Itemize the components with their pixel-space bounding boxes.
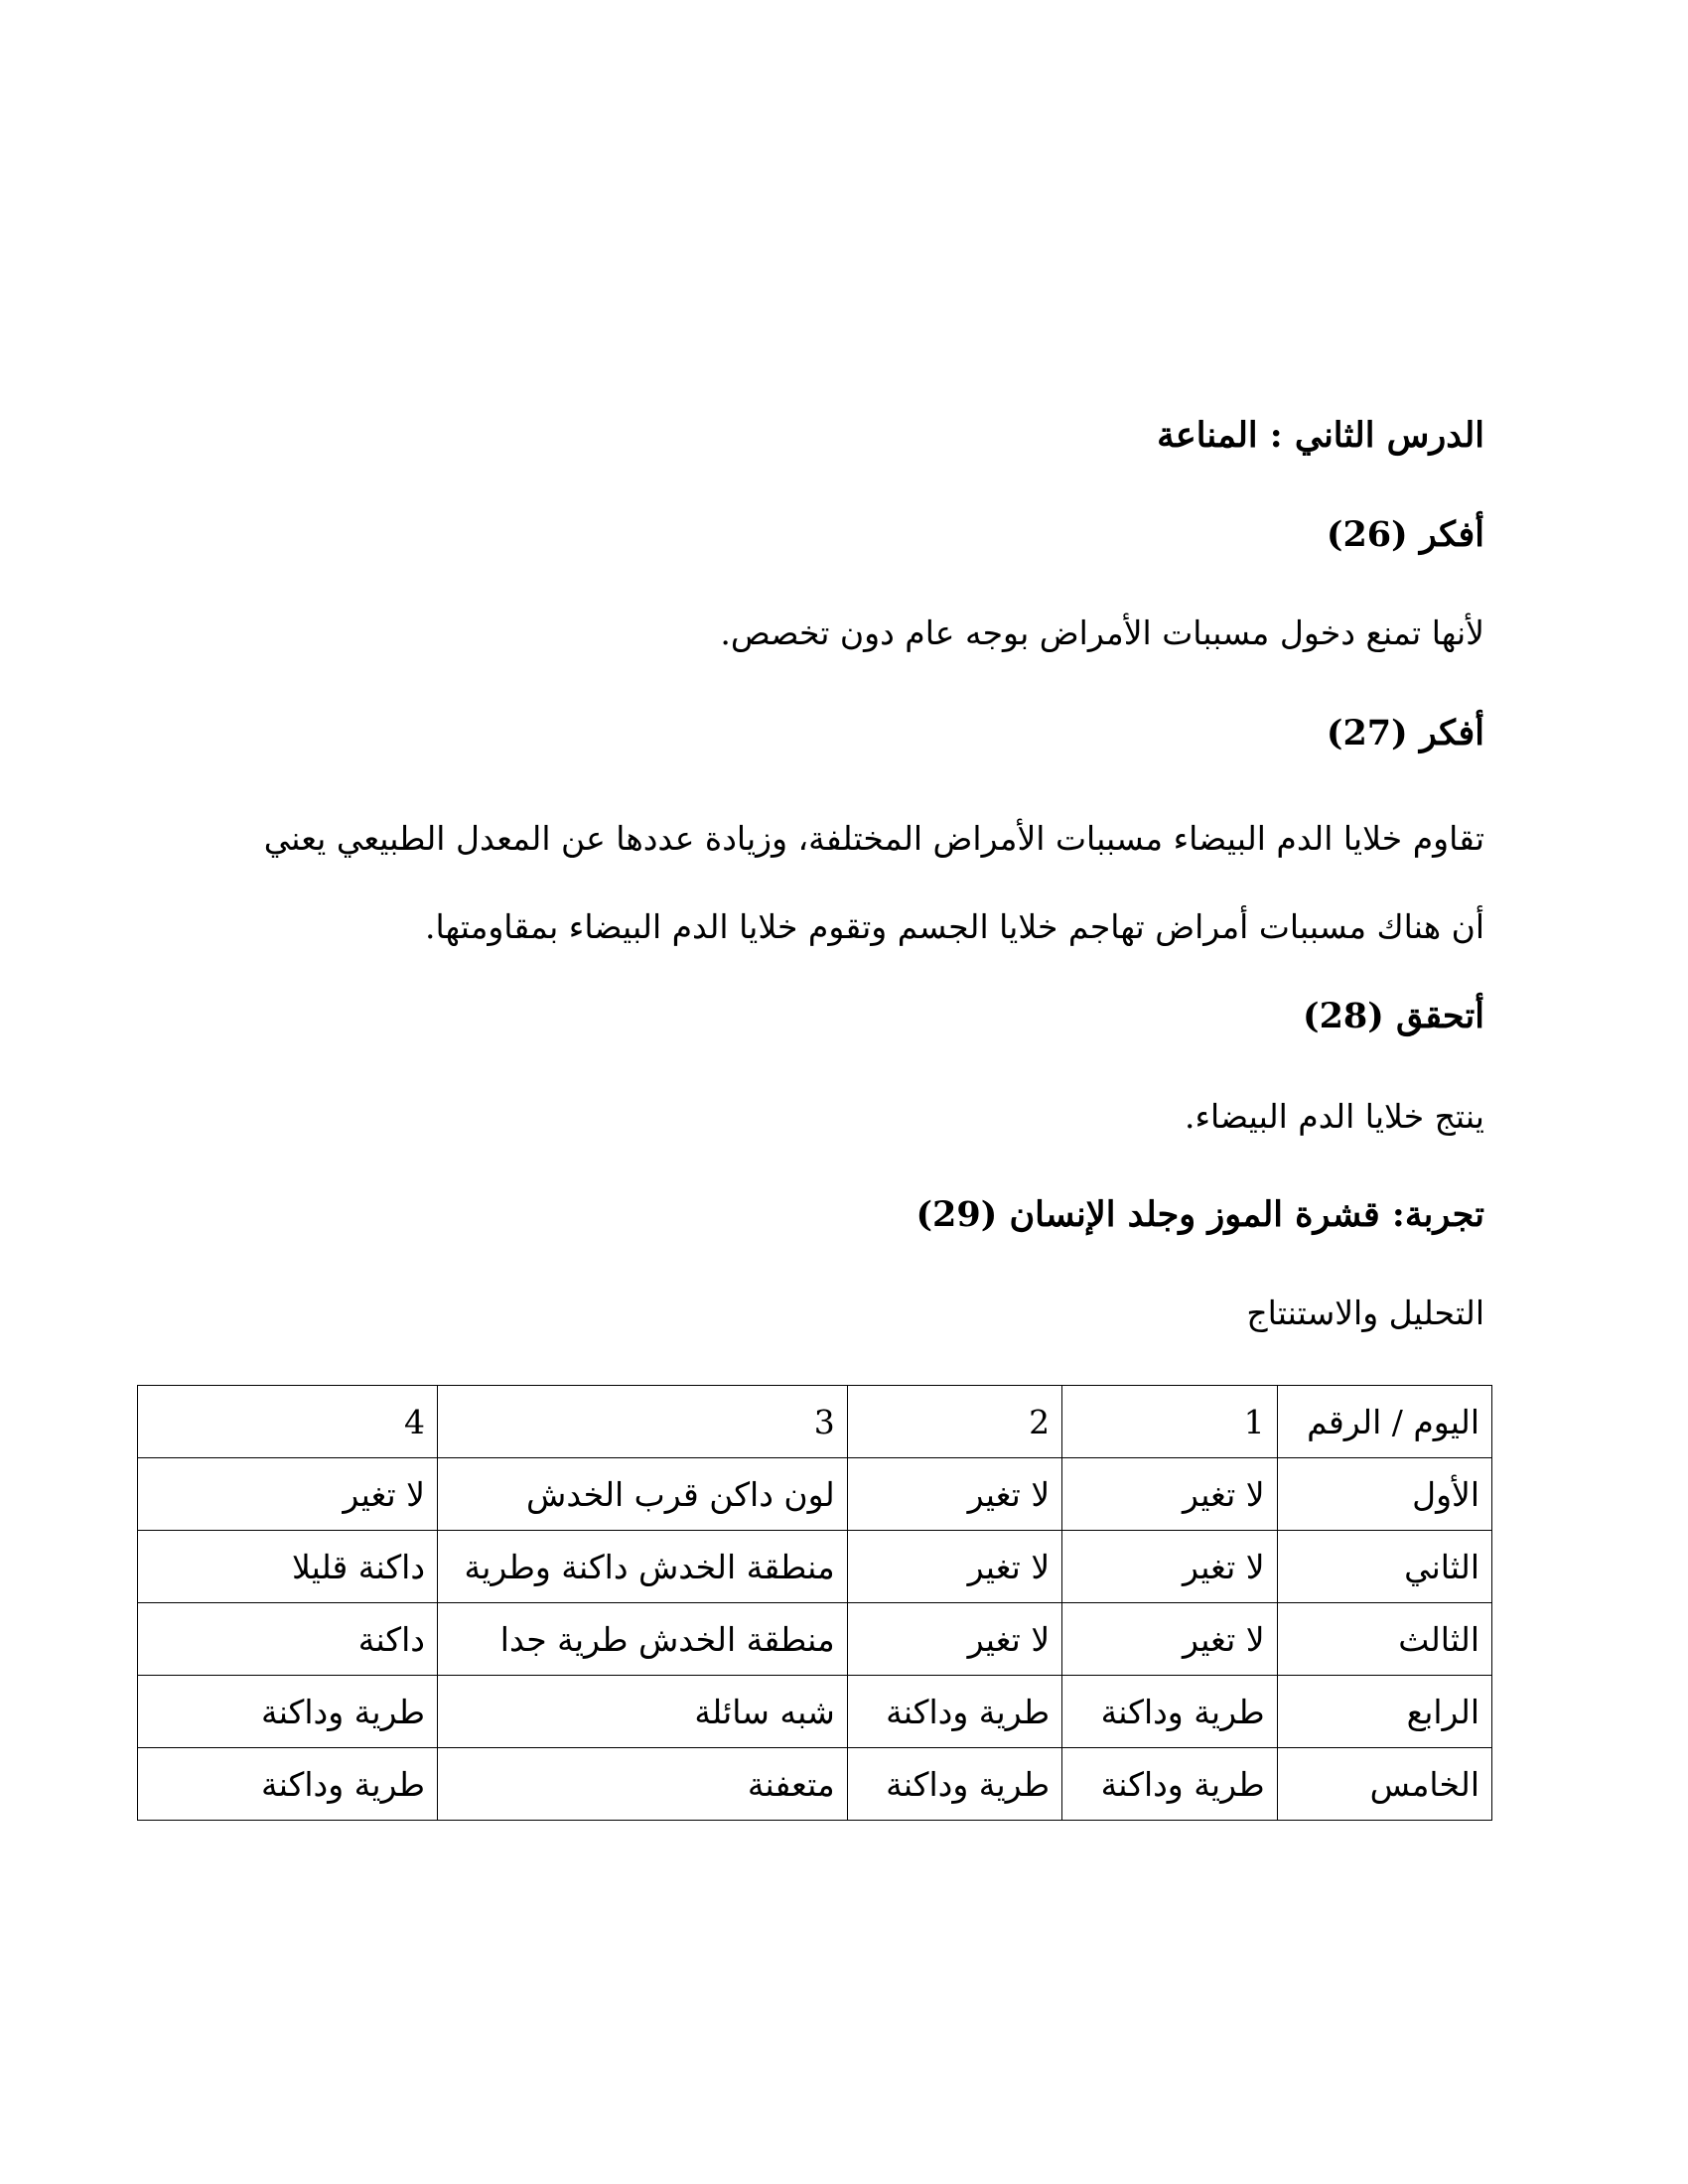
table-cell: الرابع [1277,1676,1491,1748]
table-row [138,1531,1492,1603]
answer-check-28: ينتج خلايا الدم البيضاء. [1185,1097,1484,1136]
table-cell: لا تغير [1062,1603,1277,1676]
section-heading-think-26: أفكر (26) [1326,514,1484,555]
lesson-title: الدرس الثاني : المناعة [1157,415,1484,456]
table-row [138,1748,1492,1821]
table-cell: شبه سائلة [438,1676,848,1748]
table-row [138,1676,1492,1748]
answer-think-27 [213,794,1484,971]
table-header-row [138,1386,1492,1458]
table-cell: طرية وداكنة [138,1676,438,1748]
table-cell: لا تغير [847,1603,1061,1676]
table-header-cell: 4 [138,1386,438,1458]
section-heading-check-28: أتحقق (28) [1303,996,1484,1036]
table-cell: منطقة الخدش داكنة وطرية [438,1531,848,1603]
table-cell: طرية وداكنة [1062,1676,1277,1748]
table-cell: لا تغير [1062,1531,1277,1603]
answer-think-27-line-1: تقاوم خلايا الدم البيضاء مسببات الأمراض المختلفة، وزيادة عددها عن المعدل الطبيعي يعني [263,819,1484,858]
table-cell: طرية وداكنة [138,1748,438,1821]
observations-table [137,1385,1492,1821]
table-header-cell: 1 [1062,1386,1277,1458]
table-cell: طرية وداكنة [847,1748,1061,1821]
table-cell: متعفنة [438,1748,848,1821]
table-row [138,1458,1492,1531]
table-cell: لا تغير [847,1531,1061,1603]
table-cell: الثالث [1277,1603,1491,1676]
answer-think-26: لأنها تمنع دخول مسببات الأمراض بوجه عام دون تخصص. [720,614,1484,652]
table-cell: طرية وداكنة [847,1676,1061,1748]
table-cell: الأول [1277,1458,1491,1531]
table-cell: داكنة [138,1603,438,1676]
table-cell: طرية وداكنة [1062,1748,1277,1821]
table-cell: داكنة قليلا [138,1531,438,1603]
table-cell: منطقة الخدش طرية جدا [438,1603,848,1676]
answer-think-27-line-2: أن هناك مسببات أمراض تهاجم خلايا الجسم وتقوم خلايا الدم البيضاء بمقاومتها. [424,907,1484,946]
table-header-cell: 3 [438,1386,848,1458]
table-cell: لا تغير [1062,1458,1277,1531]
table-cell: الثاني [1277,1531,1491,1603]
table-header-cell: اليوم / الرقم [1277,1386,1491,1458]
table-cell: لون داكن قرب الخدش [438,1458,848,1531]
table-cell: لا تغير [847,1458,1061,1531]
table-cell: لا تغير [138,1458,438,1531]
table-row [138,1603,1492,1676]
analysis-subheading: التحليل والاستنتاج [1246,1294,1484,1332]
section-heading-think-27: أفكر (27) [1326,713,1484,753]
table-header-cell: 2 [847,1386,1061,1458]
table-cell: الخامس [1277,1748,1491,1821]
section-heading-experiment-29: تجربة: قشرة الموز وجلد الإنسان (29) [915,1194,1484,1235]
